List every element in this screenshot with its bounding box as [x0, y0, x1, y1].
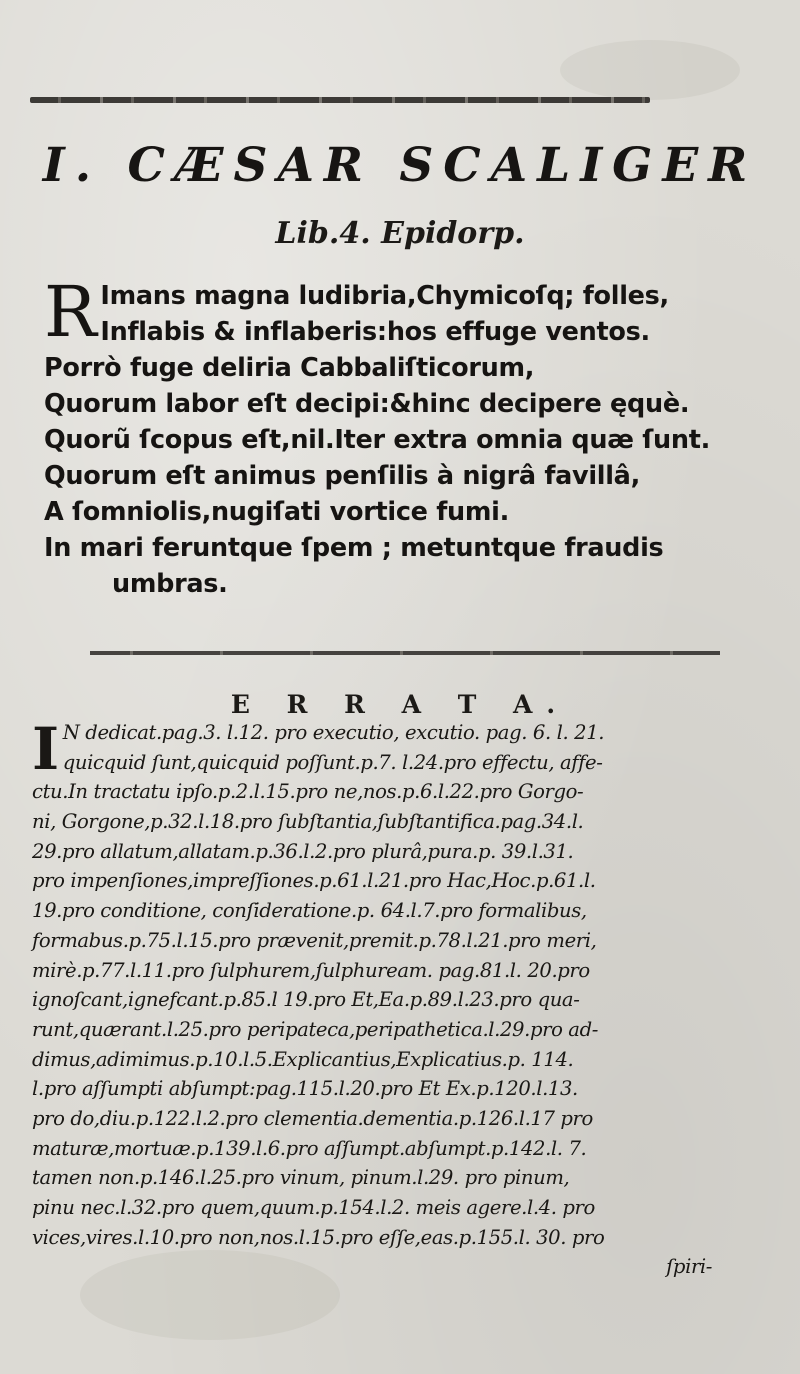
- errata-line: runt,quærant.l.25.pro peripateca,peripathetica.l.29.pro ad-: [32, 1017, 598, 1041]
- errata-line: 29.pro allatum,allatam.p.36.l.2.pro plurâ,pura.p. 39.l.31.: [32, 839, 574, 863]
- poem-line: Quorum eſt animus penſilis à nigrâ favillâ,: [44, 461, 640, 491]
- errata-line: mirè.p.77.l.11.pro ſulphurem,ſulphuream. pag.81.l. 20.pro: [32, 958, 590, 982]
- errata-line: tamen non.p.146.l.25.pro vinum, pinum.l.29. pro pinum,: [32, 1166, 570, 1190]
- errata-line: formabus.p.75.l.15.pro prævenit,premit.p.78.l.21.pro meri,: [32, 928, 597, 952]
- errata-line: maturæ,mortuæ.p.139.l.6.pro aſſumpt.abſumpt.p.142.l. 7.: [32, 1136, 587, 1160]
- errata-line: 19.pro conditione, conſideratione.p. 64.l.7.pro formalibus,: [32, 899, 587, 923]
- poem-drop-cap: R: [44, 271, 97, 353]
- errata-line: quicquid ſunt,quicquid poſſunt.p.7. l.24.pro effectu, affe-: [62, 750, 603, 774]
- errata-drop-cap: I: [32, 715, 59, 783]
- poem-line: Quorũ ſcopus eſt,nil.Iter extra omnia quæ ſunt.: [44, 425, 711, 455]
- source-subheading: Lib.4. Epidorp.: [275, 216, 525, 251]
- poem-line: Porrò fuge deliria Cabbaliſticorum,: [44, 353, 535, 383]
- catchword: ſpiri-: [666, 1255, 712, 1279]
- errata-line: N dedicat.pag.3. l.12. pro executio, excutio. pag. 6. l. 21.: [62, 721, 605, 744]
- errata-line: ni, Gorgone,p.32.l.18.pro ſubſtantia,ſubſtantifica.pag.34.l.: [32, 810, 584, 834]
- errata-line: ctu.In tractatu ipſo.p.2.l.15.pro ne,nos.p.6.l.22.pro Gorgo-: [32, 780, 584, 804]
- poem-line: Imans magna ludibria,Chymicoſq; folles,: [100, 281, 669, 311]
- poem-block: [44, 271, 764, 602]
- errata-line: vices,vires.l.10.pro non,nos.l.15.pro eſſe,eas.p.155.l. 30. pro: [32, 1225, 605, 1249]
- poem-line: In mari feruntque ſpem ; metuntque fraudis: [44, 533, 664, 563]
- top-rule: [30, 97, 650, 103]
- errata-line: ignoſcant,ignefcant.p.85.l 19.pro Et,Ea.p.89.l.23.pro qua-: [32, 988, 580, 1012]
- errata-line: pro impenſiones,impreſſiones.p.61.l.21.pro Hac,Hoc.p.61.l.: [32, 869, 596, 893]
- section-rule: [90, 651, 720, 655]
- poem-line: umbras.: [112, 569, 228, 599]
- poem-line: Inflabis & inflaberis:hos effuge ventos.: [100, 317, 650, 347]
- errata-line: dimus,adimimus.p.10.l.5.Explicantius,Explicatius.p. 114.: [32, 1047, 574, 1071]
- poem-line: A ſomniolis,nugiſati vortice fumi.: [44, 497, 509, 527]
- paper-stain: [560, 40, 740, 100]
- errata-block: [32, 715, 772, 1282]
- poem-line: Quorum labor eſt decipi:&hinc decipere ęquè.: [44, 389, 690, 419]
- author-heading: I. CÆSAR SCALIGER: [42, 138, 758, 193]
- errata-line: l.pro aſſumpti abſumpt:pag.115.l.20.pro Et Ex.p.120.l.13.: [32, 1077, 578, 1101]
- errata-title: E R R A T A.: [230, 690, 570, 719]
- errata-line: pro do,diu.p.122.l.2.pro clementia.dementia.p.126.l.17 pro: [32, 1106, 593, 1130]
- errata-line: pinu nec.l.32.pro quem,quum.p.154.l.2. meis agere.l.4. pro: [32, 1196, 595, 1219]
